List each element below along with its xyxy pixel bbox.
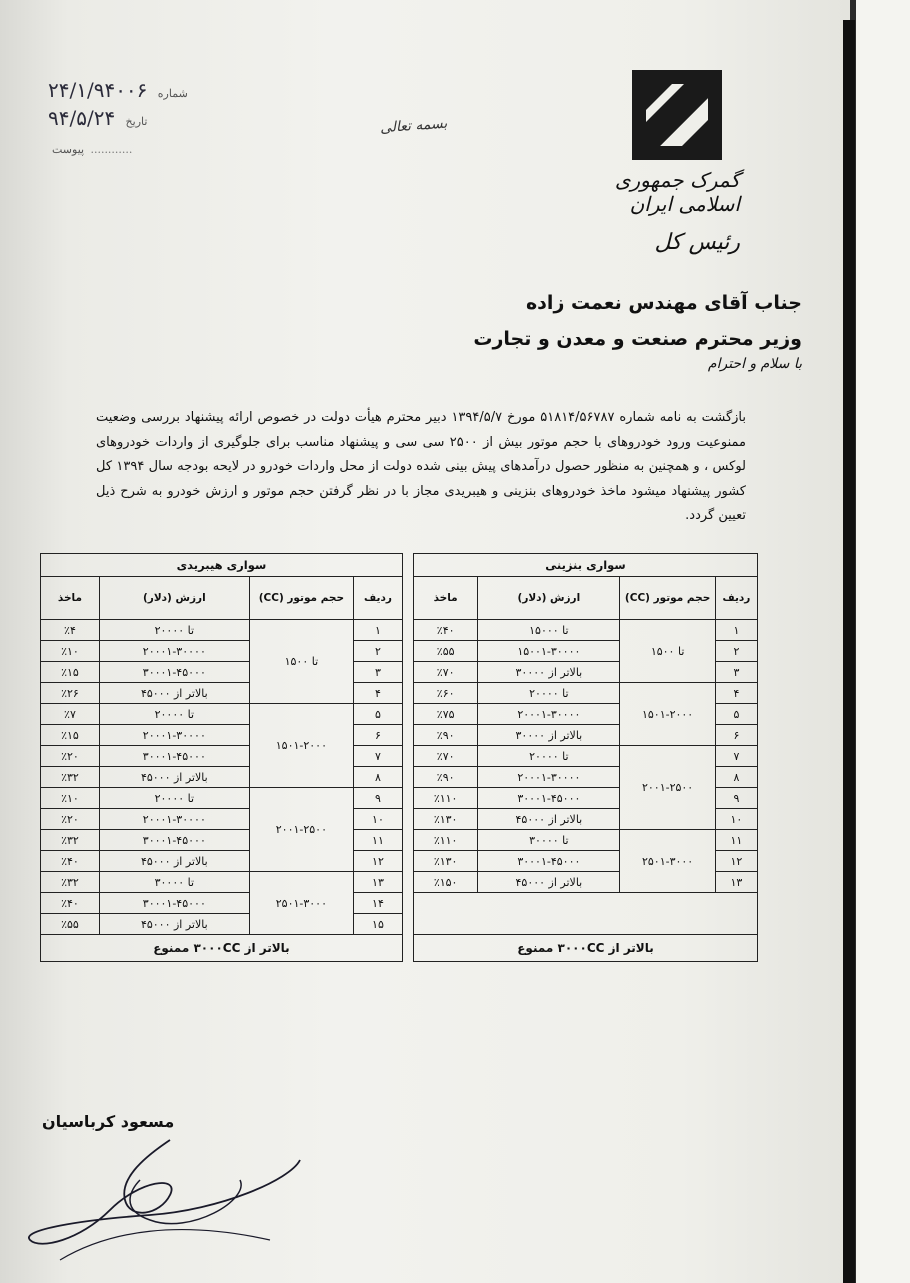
gasoline-rate: ٪۹۰ bbox=[413, 725, 477, 746]
hybrid-rate: ٪۴۰ bbox=[41, 893, 100, 914]
gasoline-header-rate: ماخذ bbox=[413, 577, 477, 620]
gasoline-engine-range: ۲۰۰۱-۲۵۰۰ bbox=[620, 746, 715, 830]
column-gap bbox=[402, 809, 413, 830]
hybrid-engine-range: ۲۵۰۱-۳۰۰۰ bbox=[249, 872, 353, 935]
letter-body: بازگشت به نامه شماره ۵۱۸۱۴/۵۶۷۸۷ مورخ ۱۳۹۴/۵/۷ دبیر محترم هیأت دولت در خصوص ارائه پیشنهاد بررسی وضعیت ممنوعیت ورود خودروهای با حجم موتور بیش از ۲۵۰۰ سی سی و پیشنهاد مناسب برای جلوگیری از واردات خودروهای لوکس ، و همچنین به منظور حصول درآمدهای پیش بینی شده دولت از محل واردات خودرو در لایحه بودجه سال ۱۳۹۴ کل کشور پیشنهاد میشود ماخذ خودروهای بنزینی و هیبریدی مجاز با در نظر گرفتن حجم موتور و ارزش خودرو به شرح ذیل تعیین گردد. bbox=[96, 410, 746, 523]
gasoline-rate: ٪۱۱۰ bbox=[413, 830, 477, 851]
hybrid-row-number: ۴ bbox=[354, 683, 403, 704]
hybrid-row-number: ۹ bbox=[354, 788, 403, 809]
column-gap bbox=[402, 554, 413, 620]
gasoline-footer-note: بالاتر از ۳۰۰۰CC ممنوع bbox=[413, 935, 757, 962]
hybrid-engine-range: تا ۱۵۰۰ bbox=[249, 620, 353, 704]
table-row bbox=[41, 893, 758, 914]
hybrid-rate: ٪۱۰ bbox=[41, 788, 100, 809]
gasoline-row-number: ۸ bbox=[715, 767, 757, 788]
table-row bbox=[41, 746, 758, 767]
hybrid-engine-range: ۲۰۰۱-۲۵۰۰ bbox=[249, 788, 353, 872]
gasoline-row-number: ۳ bbox=[715, 662, 757, 683]
hybrid-value-range: ۳۰۰۰۱-۴۵۰۰۰ bbox=[99, 830, 249, 851]
hybrid-value-range: ۲۰۰۰۱-۳۰۰۰۰ bbox=[99, 725, 249, 746]
letter-number bbox=[48, 78, 198, 106]
sender-position: رئیس کل bbox=[654, 230, 740, 255]
hybrid-row-number: ۵ bbox=[354, 704, 403, 725]
gasoline-value-range: ۳۰۰۰۱-۴۵۰۰۰ bbox=[478, 788, 620, 809]
hybrid-value-range: تا ۲۰۰۰۰ bbox=[99, 704, 249, 725]
letter-number-label: شماره bbox=[157, 87, 188, 100]
gasoline-rate: ٪۱۳۰ bbox=[413, 809, 477, 830]
hybrid-row-number: ۱۰ bbox=[354, 809, 403, 830]
gasoline-row-number: ۶ bbox=[715, 725, 757, 746]
column-gap bbox=[402, 683, 413, 704]
table-row bbox=[41, 683, 758, 704]
hybrid-rate: ٪۴ bbox=[41, 620, 100, 641]
hybrid-value-range: تا ۲۰۰۰۰ bbox=[99, 788, 249, 809]
gasoline-value-range: تا ۱۵۰۰۰ bbox=[478, 620, 620, 641]
table-row bbox=[41, 830, 758, 851]
hybrid-rate: ٪۲۰ bbox=[41, 746, 100, 767]
tariff-table bbox=[40, 553, 758, 962]
hybrid-row-number: ۶ bbox=[354, 725, 403, 746]
column-gap bbox=[402, 725, 413, 746]
paper-edge-shadow bbox=[843, 20, 855, 1283]
letter-date-value: ۹۴/۵/۲۴ bbox=[48, 106, 116, 130]
gasoline-value-range: ۲۰۰۰۱-۳۰۰۰۰ bbox=[478, 704, 620, 725]
gasoline-value-range: بالاتر از ۴۵۰۰۰ bbox=[478, 872, 620, 893]
hybrid-value-range: تا ۳۰۰۰۰ bbox=[99, 872, 249, 893]
handwritten-signature-icon bbox=[20, 1120, 320, 1270]
column-gap bbox=[402, 746, 413, 767]
hybrid-rate: ٪۲۰ bbox=[41, 809, 100, 830]
gasoline-value-range: تا ۲۰۰۰۰ bbox=[478, 746, 620, 767]
organization-name: گمرک جمهوری اسلامی ایران bbox=[614, 168, 740, 216]
hybrid-rate: ٪۱۵ bbox=[41, 725, 100, 746]
column-gap bbox=[402, 620, 413, 641]
letter-date-label: تاریخ bbox=[125, 115, 148, 128]
gasoline-value-range: ۳۰۰۰۱-۴۵۰۰۰ bbox=[478, 851, 620, 872]
hybrid-value-range: بالاتر از ۴۵۰۰۰ bbox=[99, 767, 249, 788]
hybrid-value-range: تا ۲۰۰۰۰ bbox=[99, 620, 249, 641]
gasoline-rate: ٪۴۰ bbox=[413, 620, 477, 641]
column-gap bbox=[402, 830, 413, 851]
letter-attachment-label: پیوست bbox=[52, 143, 85, 156]
gasoline-value-range: ۱۵۰۰۱-۳۰۰۰۰ bbox=[478, 641, 620, 662]
hybrid-rate: ٪۱۵ bbox=[41, 662, 100, 683]
letter-meta bbox=[48, 78, 198, 162]
hybrid-row-number: ۱۳ bbox=[354, 872, 403, 893]
hybrid-row-number: ۲ bbox=[354, 641, 403, 662]
hybrid-rate: ٪۵۵ bbox=[41, 914, 100, 935]
hybrid-row-number: ۸ bbox=[354, 767, 403, 788]
signatory-name: مسعود کرباسیان bbox=[42, 1112, 175, 1131]
gasoline-engine-range: ۲۵۰۱-۳۰۰۰ bbox=[620, 830, 715, 893]
column-gap bbox=[402, 641, 413, 662]
hybrid-header-rate: ماخذ bbox=[41, 577, 100, 620]
addressee-block bbox=[473, 292, 802, 372]
hybrid-value-range: ۳۰۰۰۱-۴۵۰۰۰ bbox=[99, 662, 249, 683]
hybrid-row-number: ۷ bbox=[354, 746, 403, 767]
addressee-name: جناب آقای مهندس نعمت زاده bbox=[525, 292, 802, 314]
gasoline-row-number: ۹ bbox=[715, 788, 757, 809]
column-gap bbox=[402, 662, 413, 683]
hybrid-engine-range: ۱۵۰۱-۲۰۰۰ bbox=[249, 704, 353, 788]
gasoline-row-number: ۷ bbox=[715, 746, 757, 767]
gasoline-row-number: ۱ bbox=[715, 620, 757, 641]
hybrid-rate: ٪۳۲ bbox=[41, 872, 100, 893]
gasoline-row-number: ۲ bbox=[715, 641, 757, 662]
gasoline-value-range: بالاتر از ۳۰۰۰۰ bbox=[478, 725, 620, 746]
hybrid-footer-note: بالاتر از ۳۰۰۰CC ممنوع bbox=[41, 935, 403, 962]
letter-number-value: ۲۴/۱/۹۴۰۰۶ bbox=[48, 78, 148, 102]
hybrid-row-number: ۱ bbox=[354, 620, 403, 641]
gasoline-row-number: ۴ bbox=[715, 683, 757, 704]
gasoline-section-title: سواری بنزینی bbox=[413, 554, 757, 577]
gasoline-value-range: تا ۲۰۰۰۰ bbox=[478, 683, 620, 704]
hybrid-rate: ٪۱۰ bbox=[41, 641, 100, 662]
gasoline-rate: ٪۱۳۰ bbox=[413, 851, 477, 872]
gasoline-rate: ٪۶۰ bbox=[413, 683, 477, 704]
column-gap bbox=[402, 704, 413, 725]
column-gap bbox=[402, 788, 413, 809]
gasoline-row-number: ۱۲ bbox=[715, 851, 757, 872]
basmala: بسمه تعالی bbox=[379, 115, 448, 137]
hybrid-rate: ٪۳۲ bbox=[41, 830, 100, 851]
letterhead bbox=[560, 168, 740, 255]
hybrid-header-value: ارزش (دلار) bbox=[99, 577, 249, 620]
hybrid-section-title: سواری هیبریدی bbox=[41, 554, 403, 577]
addressee-title: وزیر محترم صنعت و معدن و تجارت bbox=[473, 328, 802, 350]
column-gap bbox=[402, 935, 413, 962]
hybrid-value-range: ۳۰۰۰۱-۴۵۰۰۰ bbox=[99, 893, 249, 914]
letter-attachment: پیوست ............ bbox=[52, 143, 133, 156]
hybrid-rate: ٪۴۰ bbox=[41, 851, 100, 872]
column-gap bbox=[402, 851, 413, 872]
gasoline-value-range: ۲۰۰۰۱-۳۰۰۰۰ bbox=[478, 767, 620, 788]
gasoline-engine-range: تا ۱۵۰۰ bbox=[620, 620, 715, 683]
hybrid-row-number: ۱۵ bbox=[354, 914, 403, 935]
hybrid-value-range: بالاتر از ۴۵۰۰۰ bbox=[99, 914, 249, 935]
hybrid-row-number: ۱۱ bbox=[354, 830, 403, 851]
table-row bbox=[41, 620, 758, 641]
customs-logo-icon bbox=[632, 70, 722, 160]
column-gap bbox=[402, 893, 413, 914]
hybrid-rate: ٪۳۲ bbox=[41, 767, 100, 788]
gasoline-header-row: ردیف bbox=[715, 577, 757, 620]
column-gap bbox=[402, 872, 413, 893]
hybrid-value-range: بالاتر از ۴۵۰۰۰ bbox=[99, 851, 249, 872]
hybrid-header-row: ردیف bbox=[354, 577, 403, 620]
gasoline-value-range: تا ۳۰۰۰۰ bbox=[478, 830, 620, 851]
gasoline-rate: ٪۷۰ bbox=[413, 662, 477, 683]
gasoline-rate: ٪۷۰ bbox=[413, 746, 477, 767]
hybrid-value-range: ۲۰۰۰۱-۳۰۰۰۰ bbox=[99, 641, 249, 662]
hybrid-header-engine: حجم موتور (CC) bbox=[249, 577, 353, 620]
hybrid-row-number: ۱۲ bbox=[354, 851, 403, 872]
gasoline-value-range: بالاتر از ۴۵۰۰۰ bbox=[478, 809, 620, 830]
gasoline-header-engine: حجم موتور (CC) bbox=[620, 577, 715, 620]
gasoline-rate: ٪۵۵ bbox=[413, 641, 477, 662]
hybrid-rate: ٪۲۶ bbox=[41, 683, 100, 704]
gasoline-empty-cell bbox=[413, 893, 757, 935]
hybrid-value-range: بالاتر از ۴۵۰۰۰ bbox=[99, 683, 249, 704]
gasoline-rate: ٪۱۱۰ bbox=[413, 788, 477, 809]
letter-date bbox=[48, 106, 198, 134]
gasoline-rate: ٪۷۵ bbox=[413, 704, 477, 725]
column-gap bbox=[402, 914, 413, 935]
column-gap bbox=[402, 767, 413, 788]
gasoline-engine-range: ۱۵۰۱-۲۰۰۰ bbox=[620, 683, 715, 746]
gasoline-rate: ٪۱۵۰ bbox=[413, 872, 477, 893]
background-surface bbox=[856, 0, 910, 1283]
gasoline-row-number: ۵ bbox=[715, 704, 757, 725]
gasoline-row-number: ۱۳ bbox=[715, 872, 757, 893]
gasoline-rate: ٪۹۰ bbox=[413, 767, 477, 788]
hybrid-row-number: ۳ bbox=[354, 662, 403, 683]
hybrid-value-range: ۳۰۰۰۱-۴۵۰۰۰ bbox=[99, 746, 249, 767]
gasoline-row-number: ۱۱ bbox=[715, 830, 757, 851]
hybrid-value-range: ۲۰۰۰۱-۳۰۰۰۰ bbox=[99, 809, 249, 830]
hybrid-row-number: ۱۴ bbox=[354, 893, 403, 914]
gasoline-header-value: ارزش (دلار) bbox=[478, 577, 620, 620]
gasoline-row-number: ۱۰ bbox=[715, 809, 757, 830]
hybrid-rate: ٪۷ bbox=[41, 704, 100, 725]
gasoline-value-range: بالاتر از ۳۰۰۰۰ bbox=[478, 662, 620, 683]
salutation: با سلام و احترام bbox=[707, 356, 802, 372]
